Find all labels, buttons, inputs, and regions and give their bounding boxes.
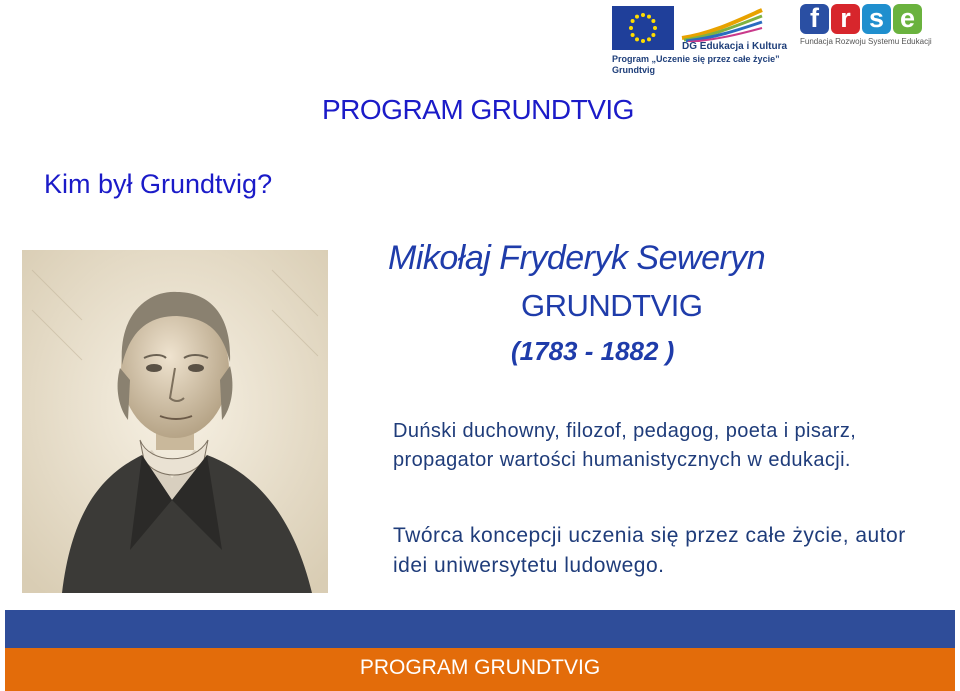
- frse-letter-r: r: [831, 4, 860, 34]
- eu-flag-icon: [612, 6, 674, 50]
- person-description: Duński duchowny, filozof, pedagog, poeta i pisarz, propagator wartości humanistycznych w edukacji.: [393, 420, 857, 471]
- person-years: (1783 - 1882 ): [511, 336, 675, 366]
- person-description-lifelong: Twórca koncepcji uczenia się przez całe życie, autor idei uniwersytetu ludowego.: [393, 524, 906, 577]
- eu-grundtvig-text: Grundtvig: [612, 65, 655, 75]
- grundtvig-portrait: [22, 250, 328, 593]
- footer-title: PROGRAM GRUNDTVIG: [359, 656, 601, 679]
- eu-program-text: Program „Uczenie się przez całe życie”: [612, 54, 780, 64]
- frse-letter-f: f: [800, 4, 829, 34]
- frse-subtitle: Fundacja Rozwoju Systemu Edukacji: [800, 37, 932, 46]
- eu-dg-logo: [612, 6, 788, 78]
- eu-ribbon-icon: [680, 8, 764, 42]
- page-title: PROGRAM GRUNDTVIG: [322, 94, 634, 125]
- frse-letter-s: s: [862, 4, 891, 34]
- person-name: Mikołaj Fryderyk Seweryn: [388, 239, 766, 277]
- eu-dg-text: DG Edukacja i Kultura: [682, 41, 788, 52]
- frse-letters: [800, 4, 940, 34]
- frse-logo: [800, 4, 940, 54]
- frse-letter-e: e: [893, 4, 922, 34]
- person-surname: GRUNDTVIG: [521, 288, 703, 323]
- page-subtitle: Kim był Grundtvig?: [44, 169, 273, 199]
- footer-band-blue: [5, 610, 955, 648]
